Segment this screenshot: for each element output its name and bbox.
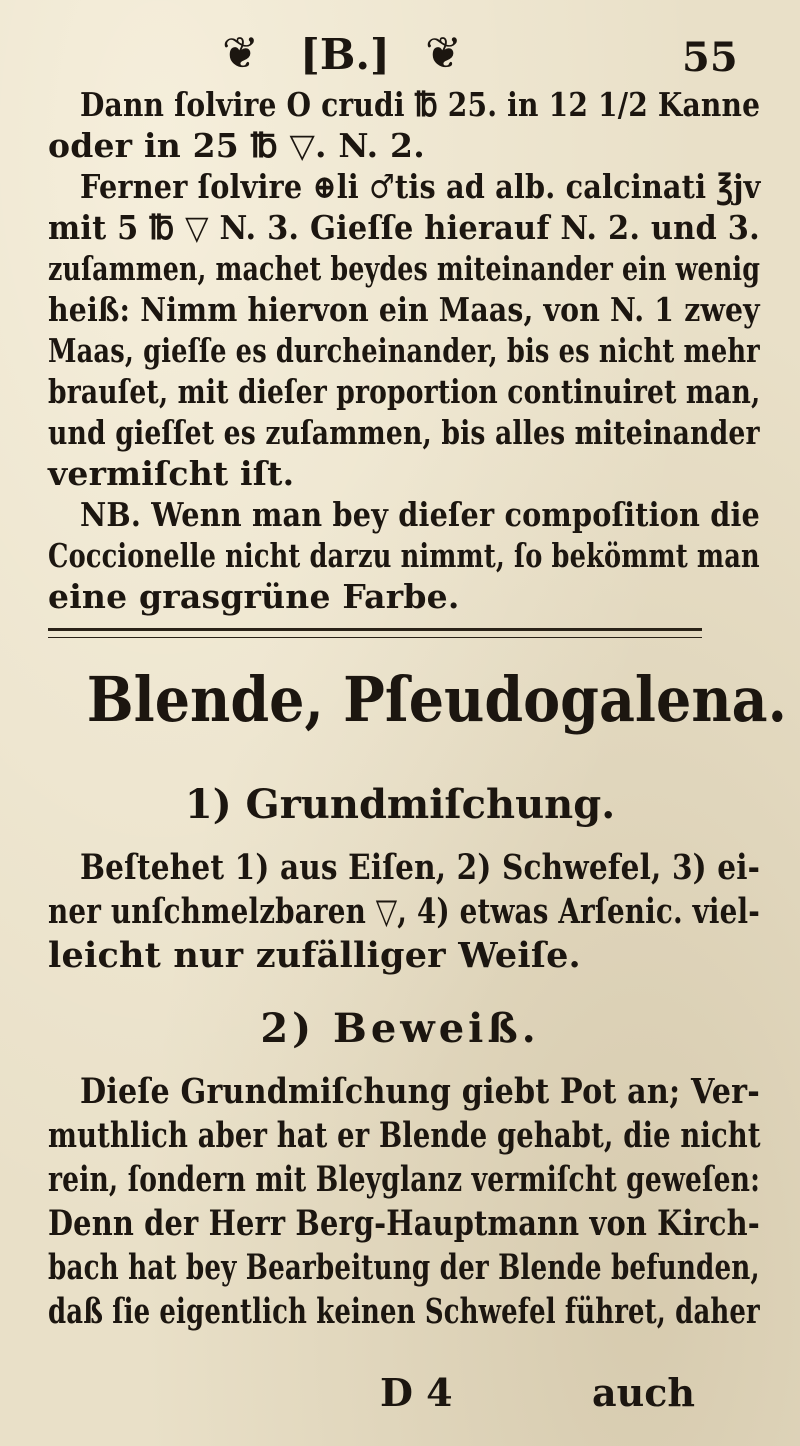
signature-mark: D 4 [380, 1370, 453, 1415]
text-line: und gieſſet es zuſammen, bis alles miteinander [48, 413, 760, 452]
text-line: ner unſchmelzbaren ▽, 4) etwas Arſenic. viel- [48, 891, 760, 932]
text-line: zuſammen, machet beydes miteinander ein wenig [48, 249, 761, 288]
text-line: brauſet, mit dieſer proportion continuiret man, [48, 372, 761, 411]
running-head-signature: [B.] [300, 30, 390, 79]
catchword: auch [592, 1370, 696, 1415]
text-line: leicht nur zufälliger Weiſe. [48, 935, 581, 976]
text-line: Dann ſolvire O crudi ℔ 25. in 12 1/2 Kanne [80, 85, 761, 124]
text-line: Maas, gieſſe es durcheinander, bis es nicht mehr [48, 331, 760, 370]
text-line: Denn der Herr Berg-Hauptmann von Kirch- [48, 1203, 760, 1244]
text-line: Ferner ſolvire ⊕li ♂tis ad alb. calcinati ℥jv [80, 167, 761, 206]
text-line: rein, ſondern mit Bleyglanz vermiſcht geweſen: [48, 1159, 761, 1200]
catchline [40, 1370, 760, 1420]
text-line: mit 5 ℔ ▽ N. 3. Gieſſe hierauf N. 2. und 3. [48, 208, 760, 247]
text-line: eine grasgrüne Farbe. [48, 577, 460, 616]
text-line: Dieſe Grundmiſchung giebt Pot an; Ver- [80, 1071, 760, 1112]
page-heading: Blende, Pſeudogalena. [86, 663, 787, 736]
text-line: Beſtehet 1) aus Eiſen, 2) Schwefel, 3) ei- [80, 847, 761, 888]
text-line: muthlich aber hat er Blende gehabt, die nicht [48, 1115, 761, 1156]
subsection-title-grundmischung: 1) Grundmiſchung. [184, 781, 616, 828]
page-number: 55 [682, 34, 738, 81]
text-line: Coccionelle nicht darzu nimmt, ſo bekömmt man [48, 536, 760, 575]
text-line: bach hat bey Bearbeitung der Blende befunden, [48, 1247, 760, 1288]
ornament-left-icon: ❦ [222, 28, 259, 79]
ornament-right-icon: ❦ [425, 28, 462, 79]
text-line: daß ſie eigentlich keinen Schwefel führet, daher [48, 1291, 760, 1332]
text-line: NB. Wenn man bey dieſer compoſition die [80, 495, 760, 534]
text-line: vermiſcht iſt. [48, 454, 295, 493]
section-rule [48, 628, 702, 638]
text-line: oder in 25 ℔ ▽. N. 2. [48, 126, 425, 165]
text-line: heiß: Nimm hiervon ein Maas, von N. 1 zwey [48, 290, 760, 329]
subsection-title-beweis: 2) Beweiß. [260, 1005, 540, 1052]
running-head [0, 28, 800, 88]
